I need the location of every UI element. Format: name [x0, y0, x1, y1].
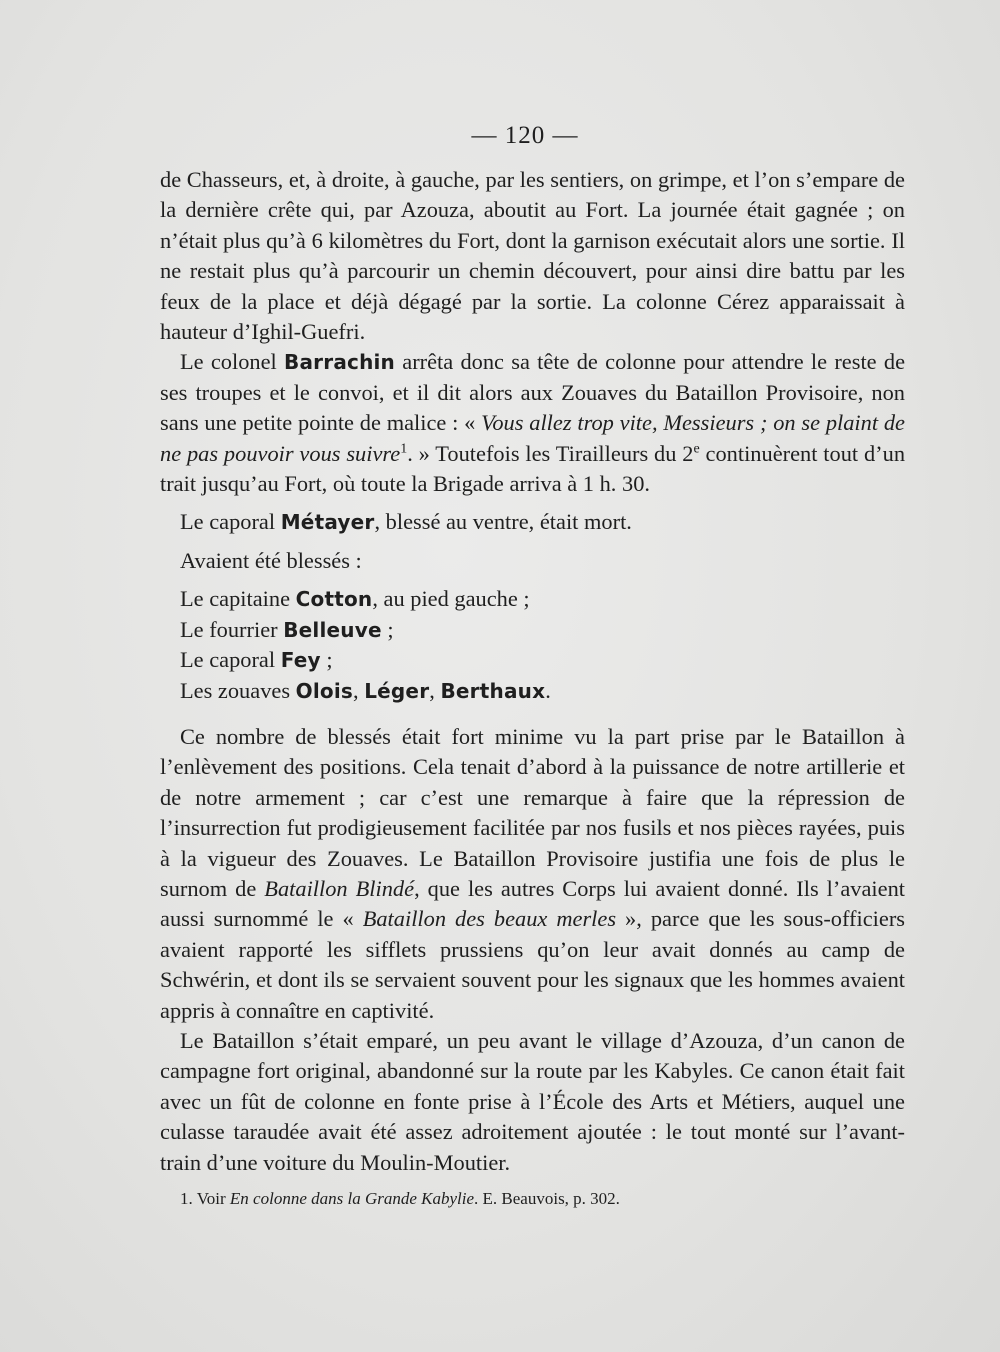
person-name-fey: Fey [280, 648, 321, 673]
paragraph-2-text-c: . » Toutefois les Tirailleurs du 2 [407, 440, 694, 466]
list-item-text: Les zouaves [180, 677, 296, 703]
body-text [160, 165, 905, 1178]
footnote-ref: 1 [400, 441, 408, 457]
page-number: — 120 — [471, 122, 579, 149]
nickname-italic-2: Bataillon des beaux merles [362, 906, 617, 932]
footnote [180, 1188, 880, 1210]
list-item [160, 584, 905, 614]
paragraph-3-text-a: Le caporal [180, 509, 281, 535]
paragraph-3 [160, 507, 905, 537]
paragraph-5-text-a: Ce nombre de blessés était fort minime vu la part prise par le Bataillon à l’enlèvement des positions. Cela tenait d’abord à la puissance de notre artillerie et de notre armement ; car c’est une remarque à faire que la répression de l’insurrection fut prodigieusement facilitée par nos fusils et nos pièces rayées, puis à la vigueur des Zouaves. Le Bataillon Provisoire justifia une fois de plus le surnom de [160, 723, 905, 901]
footnote-text-b: . E. Beauvois, p. 302. [474, 1189, 620, 1208]
paragraph-5-text-c: », parce que les sous-officiers avaient rapporté les sifflets prussiens qu’on leur avait donnés au camp de Schwérin, et dont ils se servaient souvent pour les signaux que les hommes avaient appris à connaître en captivité. [160, 906, 905, 1023]
list-item [160, 615, 905, 645]
nickname-italic-1: Bataillon Blindé [264, 875, 415, 901]
person-name-barrachin: Barrachin [284, 350, 395, 375]
paragraph-2-text-b: arrêta donc sa tête de colonne pour attendre le reste de ses troupes et le convoi, et il dit alors aux Zouaves du Bataillon Provisoire, non sans une petite pointe de malice : « [160, 349, 906, 436]
paragraph-4: Avaient été blessés : [180, 547, 362, 573]
list-item-text: . [545, 677, 551, 703]
paragraph-2-text-d: continuèrent tout d’un trait jusqu’au Fort, où toute la Brigade arriva à 1 h. 30. [160, 440, 906, 497]
paragraph-3-text-b: , blessé au ventre, était mort. [374, 509, 632, 535]
footnote-book-title: En colonne dans la Grande Kabylie [229, 1189, 475, 1208]
list-item [160, 676, 905, 706]
list-item [160, 645, 905, 675]
quote-italic: Vous allez trop vite, Messieurs ; on se plaint de ne pas pouvoir vous suivre [160, 410, 905, 466]
paragraph-6: Le Bataillon s’était emparé, un peu avant le village d’Azouza, d’un canon de campagne fort original, abandonné sur la route par les Kabyles. Ce canon était fait avec un fût de colonne en fonte prise à l’École des Arts et Métiers, auquel une culasse taraudée avait été assez adroitement ajoutée : le tout monté sur l’avant-train d’une voiture du Moulin-Moutier. [160, 1027, 905, 1175]
list-separator: , [429, 677, 441, 703]
paragraph-2-text-a: Le colonel [180, 349, 285, 375]
list-item-text: Le caporal [180, 647, 281, 673]
list-item-text: ; [381, 616, 394, 642]
list-item-text: , au pied gauche ; [372, 586, 530, 612]
paragraph-5-text-b: , que les autres Corps lui avaient donné. Ils l’avaient aussi surnommé le « [160, 875, 905, 932]
wounded-list [160, 584, 905, 706]
person-name-cotton: Cotton [295, 587, 373, 612]
paragraph-2 [160, 347, 905, 499]
list-separator: , [353, 677, 365, 703]
list-item-text: Le fourrier [180, 616, 284, 642]
person-name-metayer: Métayer [280, 510, 375, 535]
footnote-text-a: 1. Voir [180, 1189, 230, 1208]
ordinal-sup: e [693, 441, 700, 457]
person-name-berthaux: Berthaux [440, 678, 546, 703]
paragraph-1: de Chasseurs, et, à droite, à gauche, par les sentiers, on grimpe, et l’on s’empare de la dernière crête qui, par Azouza, aboutit au Fort. La journée était gagnée ; on n’était plus qu’à 6 kilomètres du Fort, dont la garnison exécutait alors une sortie. Il ne restait plus qu’à parcourir un chemin découvert, pour ainsi dire battu par les feux de la place et déjà dégagé par la sortie. La colonne Cérez apparaissait à hauteur d’Ighil-Guefri. [160, 167, 905, 345]
person-name-belleuve: Belleuve [283, 617, 382, 642]
person-name-olois: Olois [295, 678, 353, 703]
paragraph-5 [160, 722, 905, 1026]
list-item-text: Le capitaine [180, 586, 296, 612]
person-name-leger: Léger [364, 678, 430, 703]
list-item-text: ; [320, 647, 333, 673]
